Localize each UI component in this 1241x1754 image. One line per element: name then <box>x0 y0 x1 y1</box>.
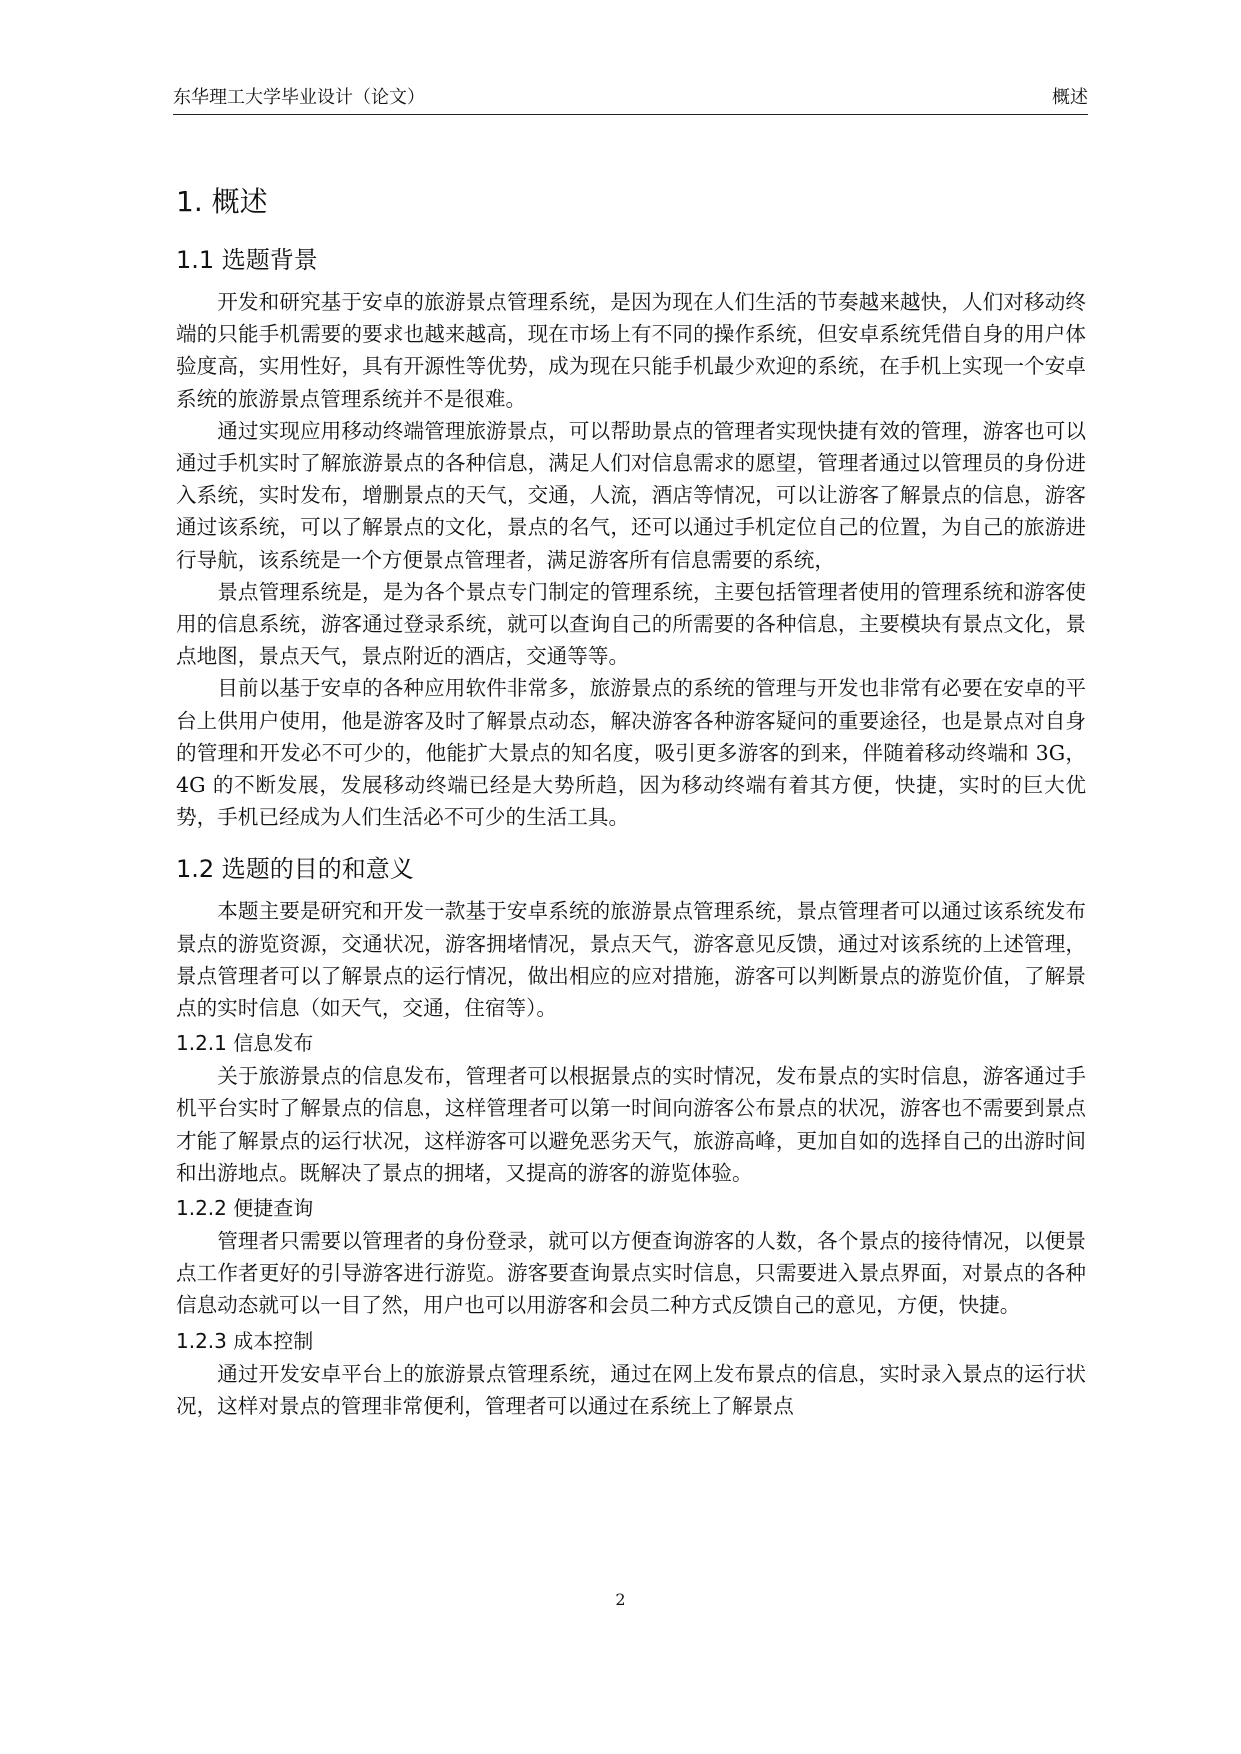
paragraph: 通过开发安卓平台上的旅游景点管理系统，通过在网上发布景点的信息，实时录入景点的运行状况，这样对景点的管理非常便利，管理者可以通过在系统上了解景点 <box>176 1361 1086 1418</box>
header-chapter-name: 概述 <box>1052 87 1088 108</box>
subsection-title-1-2-3: 1.2.3 成本控制 <box>176 1328 314 1353</box>
paragraph: 开发和研究基于安卓的旅游景点管理系统，是因为现在人们生活的节奏越来越快，人们对移动终端的只能手机需要的要求也越来越高，现在市场上有不同的操作系统，但安卓系统凭借自身的用户体验度高，实用性好，具有开源性等优势，成为现在只能手机最少欢迎的系统，在手机上实现一个安卓系统的旅游景点管理系统并不是很难。 <box>176 290 1086 411</box>
page-header <box>173 86 1088 115</box>
header-thesis-title: 东华理工大学毕业设计（论文） <box>173 87 425 108</box>
chapter-title: 1. 概述 <box>176 185 268 218</box>
page-content <box>176 170 1086 1422</box>
section-title-1-1: 1.1 选题背景 <box>176 246 318 274</box>
paragraph: 通过实现应用移动终端管理旅游景点，可以帮助景点的管理者实现快捷有效的管理，游客也可以通过手机实时了解旅游景点的各种信息，满足人们对信息需求的愿望，管理者通过以管理员的身份进入系统，实时发布，增删景点的天气，交通，人流，酒店等情况，可以让游客了解景点的信息，游客通过该系统，可以了解景点的文化，景点的名气，还可以通过手机定位自己的位置，为自己的旅游进行导航，该系统是一个方便景点管理者，满足游客所有信息需要的系统， <box>176 418 1086 572</box>
subsection-title-1-2-2: 1.2.2 便捷查询 <box>176 1196 314 1221</box>
subsection-title-1-2-1: 1.2.1 信息发布 <box>176 1031 314 1056</box>
section-title-1-2: 1.2 选题的目的和意义 <box>176 855 414 884</box>
paragraph: 管理者只需要以管理者的身份登录，就可以方便查询游客的人数，各个景点的接待情况，以便景点工作者更好的引导游客进行游览。游客要查询景点实时信息，只需要进入景点界面，对景点的各种信息动态就可以一目了然，用户也可以用游客和会员二种方式反馈自己的意见，方便，快捷。 <box>176 1229 1086 1318</box>
paragraph: 目前以基于安卓的各种应用软件非常多，旅游景点的系统的管理与开发也非常有必要在安卓的平台上供用户使用，他是游客及时了解景点动态，解决游客各种游客疑问的重要途径，也是景点对自身的管理和开发必不可少的，他能扩大景点的知名度，吸引更多游客的到来，伴随着移动终端和 3G，4G 的不断发展，发展移动终端已经是大势所趋，因为移动终端有着其方便，快捷，实时的巨大优势，手机已经成为人们生活必不可少的生活工具。 <box>176 676 1086 830</box>
page-number: 2 <box>615 1590 626 1609</box>
paragraph: 关于旅游景点的信息发布，管理者可以根据景点的实时情况，发布景点的实时信息，游客通过手机平台实时了解景点的信息，这样管理者可以第一时间向游客公布景点的状况，游客也不需要到景点才能了解景点的运行状况，这样游客可以避免恶劣天气，旅游高峰，更加自如的选择自己的出游时间和出游地点。既解决了景点的拥堵，又提高的游客的游览体验。 <box>176 1064 1086 1185</box>
paragraph: 本题主要是研究和开发一款基于安卓系统的旅游景点管理系统，景点管理者可以通过该系统发布景点的游览资源，交通状况，游客拥堵情况，景点天气，游客意见反馈，通过对该系统的上述管理，景点管理者可以了解景点的运行情况，做出相应的应对措施，游客可以判断景点的游览价值，了解景点的实时信息（如天气，交通，住宿等）。 <box>176 899 1086 1021</box>
paragraph: 景点管理系统是，是为各个景点专门制定的管理系统，主要包括管理者使用的管理系统和游客使用的信息系统，游客通过登录系统，就可以查询自己的所需要的各种信息，主要模块有景点文化，景点地图，景点天气，景点附近的酒店，交通等等。 <box>176 579 1086 669</box>
